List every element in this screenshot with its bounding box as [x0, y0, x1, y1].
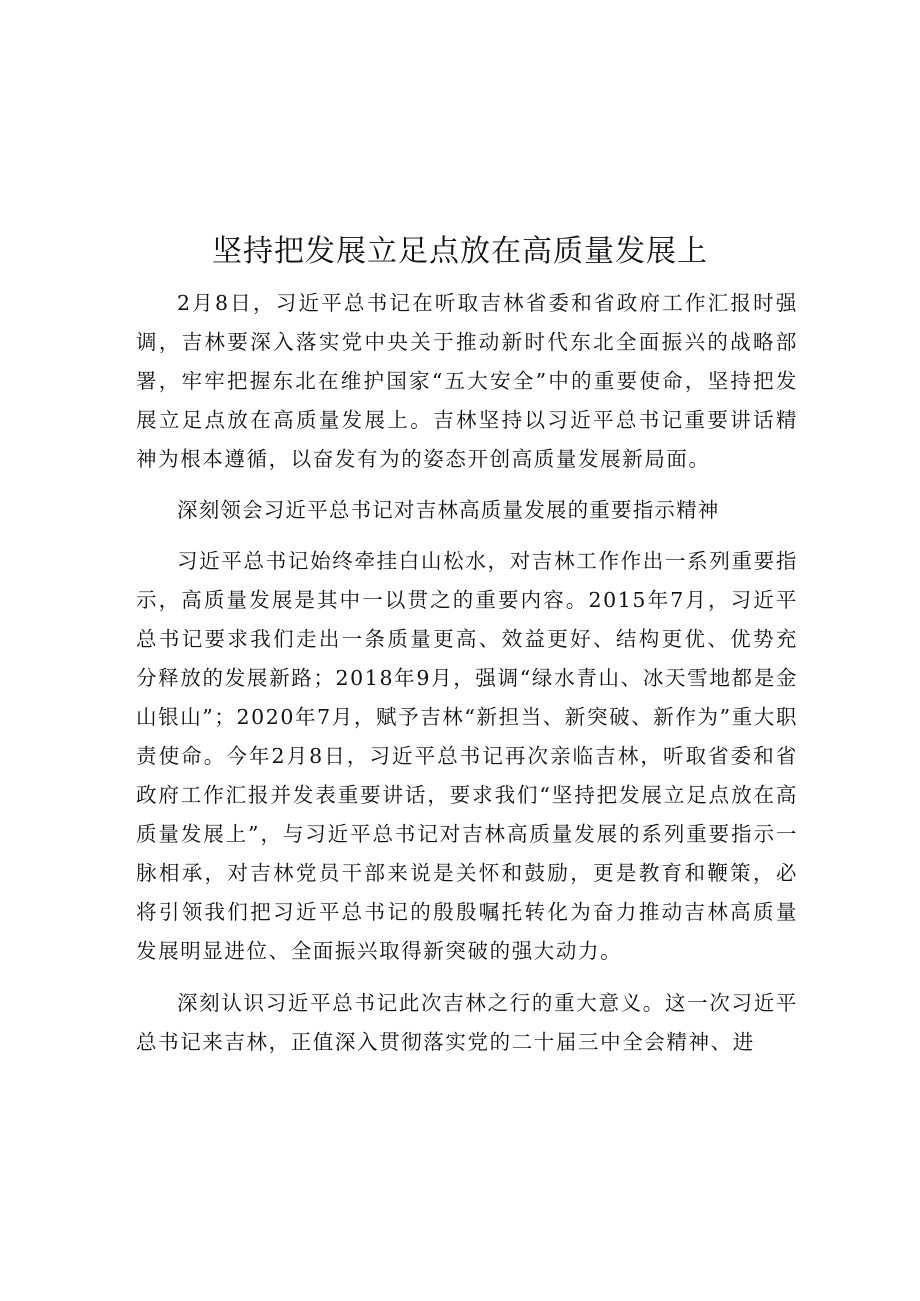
section-heading: 深刻领会习近平总书记对吉林高质量发展的重要指示精神 [177, 498, 720, 522]
paragraph-instructions: 习近平总书记始终牵挂白山松水，对吉林工作作出一系列重要指示，高质量发展是其中一以贯之的重要内容。2015年7月，习近平总书记要求我们走出一条质量更高、效益更好、结构更优、优势充分释放的发展新路；2018年9月，强调“绿水青山、冰天雪地都是金山银山”；2020年7月，赋予吉林“新担当、新突破、新作为”重大职责使命。今年2月8日，习近平总书记再次亲临吉林，听取省委和省政府工作汇报并发表重要讲话，要求我们“坚持把发展立足点放在高质量发展上”，与习近平总书记对吉林高质量发展的系列重要指示一脉相承，对吉林党员干部来说是关怀和鼓励，更是教育和鞭策，必将引领我们把习近平总书记的殷殷嘱托转化为奋力推动吉林高质量发展明显进位、全面振兴取得新突破的强大动力。 [136, 549, 798, 963]
document-title: 坚持把发展立足点放在高质量发展上 [212, 234, 708, 269]
paragraph-intro: 2月8日，习近平总书记在听取吉林省委和省政府工作汇报时强调，吉林要深入落实党中央关于推动新时代东北全面振兴的战略部署，牢牢把握东北在维护国家“五大安全”中的重要使命，坚持把发展立足点放在高质量发展上。吉林坚持以习近平总书记重要讲话精神为根本遵循，以奋发有为的姿态开创高质量发展新局面。 [136, 291, 798, 471]
document-body [136, 284, 798, 1062]
paragraph-significance: 深刻认识习近平总书记此次吉林之行的重大意义。这一次习近平总书记来吉林，正值深入贯彻落实党的二十届三中全会精神、进 [136, 991, 798, 1054]
